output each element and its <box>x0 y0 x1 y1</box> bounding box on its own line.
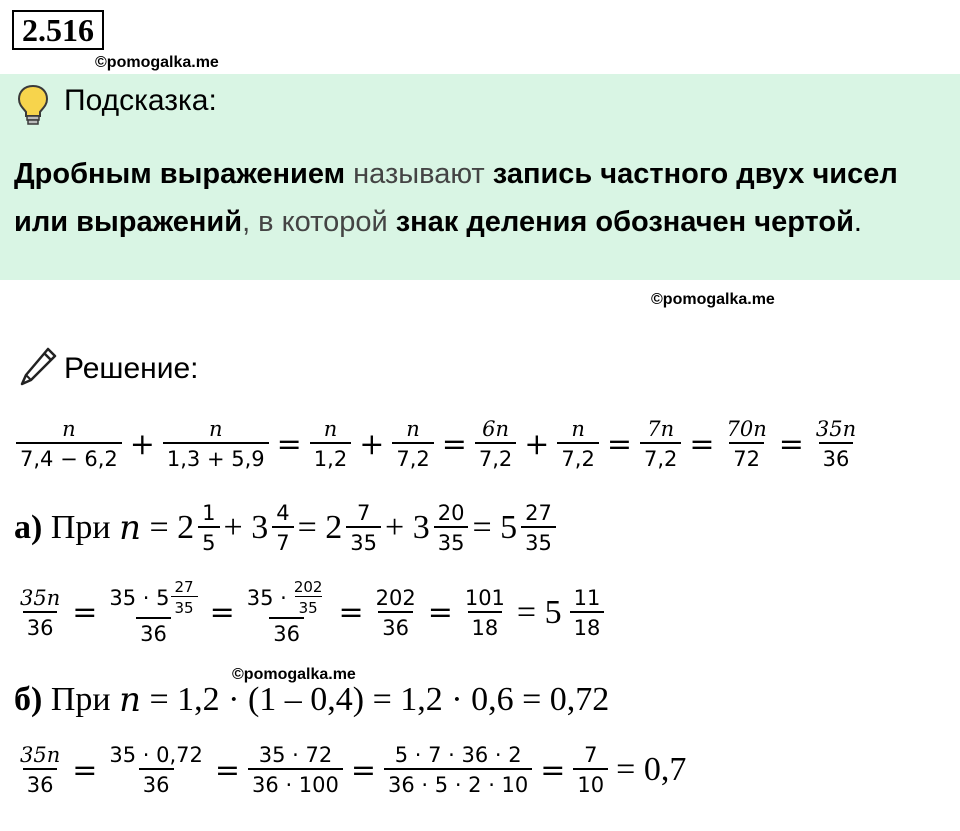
equals-sign: = <box>540 752 566 788</box>
denominator: 36 <box>23 611 58 641</box>
hint-period: . <box>853 206 862 238</box>
numerator: 101 <box>464 585 505 610</box>
denominator: 36 <box>136 617 171 647</box>
fraction <box>640 416 681 472</box>
fraction <box>163 416 269 472</box>
denominator: 36 <box>819 442 854 472</box>
denominator: 72 <box>729 442 764 472</box>
numerator: 5 · 7 · 36 · 2 <box>394 743 522 767</box>
denominator: 35 <box>171 596 198 617</box>
numerator: 35n <box>815 417 857 441</box>
denominator: 35 <box>521 526 556 556</box>
fraction <box>248 742 343 798</box>
equals-sign: = <box>689 426 715 462</box>
fraction <box>310 416 351 472</box>
equals-sign: = <box>441 426 467 462</box>
denominator: 36 · 100 <box>248 768 343 798</box>
hint-title: Подсказка: <box>64 84 217 117</box>
fraction <box>557 416 598 472</box>
watermark-top: ©pomogalka.me <box>95 54 219 71</box>
plus-sign: + <box>524 426 550 462</box>
denominator: 36 <box>23 768 58 798</box>
hint-definition: запись частного двух чисел или выражений <box>14 158 898 238</box>
plus-part: + 3 <box>223 509 269 546</box>
fraction <box>16 742 64 798</box>
numerator-part: 35 · 5 <box>109 585 170 610</box>
hint-connector-1: называют <box>345 158 493 190</box>
fraction <box>16 585 64 641</box>
numerator: 11 <box>573 585 601 610</box>
solution-title: Решение: <box>64 352 199 385</box>
fraction <box>272 500 293 556</box>
denominator: 18 <box>468 611 503 641</box>
part-b-text: При <box>50 681 111 718</box>
part-a-label: а) <box>14 509 43 546</box>
plus-sign: + <box>129 426 155 462</box>
eq-part: = 2 <box>149 509 195 546</box>
equals-sign: = <box>778 426 804 462</box>
denominator: 35 <box>434 526 469 556</box>
hint-connector-2: , в которой <box>242 206 396 238</box>
fraction <box>372 585 420 641</box>
hint-definition-end: знак деления обозначен чертой <box>395 206 854 238</box>
denominator: 35 <box>346 526 381 556</box>
denominator: 36 · 5 · 2 · 10 <box>384 768 532 798</box>
numerator: 27 <box>525 501 552 525</box>
numerator: 1 <box>202 501 216 525</box>
variable-n: n <box>119 508 141 548</box>
denominator: 18 <box>570 611 605 641</box>
numerator: n <box>323 417 338 441</box>
pencil-icon <box>18 346 58 393</box>
numerator: 20 <box>437 501 465 525</box>
eq-part: = 2 <box>297 509 343 546</box>
numerator: n <box>62 417 76 441</box>
fraction <box>812 416 860 472</box>
numerator: 27 <box>174 578 194 596</box>
numerator: 35n <box>20 743 61 767</box>
denominator: 35 <box>295 596 322 617</box>
equals-sign: = <box>350 752 377 788</box>
numerator: 70n <box>726 417 767 441</box>
numerator: 7 <box>584 743 598 767</box>
equals-sign: = <box>72 595 98 630</box>
denominator: 7,2 <box>557 442 598 472</box>
plus-part: + 3 <box>385 509 430 546</box>
equals-sign: = <box>72 752 98 788</box>
numerator: 7 <box>356 501 371 525</box>
plus-sign: + <box>359 426 385 462</box>
hint-term: Дробным выражением <box>14 158 346 190</box>
fraction <box>723 416 771 472</box>
numerator: 35n <box>20 585 61 610</box>
part-a-text: При <box>50 509 111 546</box>
fraction <box>570 585 605 641</box>
equals-sign: = <box>338 595 364 630</box>
denominator: 36 <box>269 617 304 647</box>
equals-sign: = <box>209 595 235 630</box>
denominator: 1,2 <box>310 442 351 472</box>
part-b-expression: = 1,2 · (1 – 0,4) = 1,2 · 0,6 = 0,72 <box>149 681 610 718</box>
denominator: 36 <box>139 768 174 798</box>
numerator: n <box>571 417 585 441</box>
numerator: n <box>209 417 223 441</box>
lightbulb-icon <box>16 84 50 131</box>
fraction <box>434 500 469 556</box>
fraction <box>198 500 219 556</box>
fraction <box>105 742 207 798</box>
equation-line-a2 <box>12 578 608 647</box>
numerator-part: 35 · <box>246 585 287 610</box>
equation-line-1 <box>12 416 864 472</box>
hint-text <box>14 150 954 246</box>
variable-n: n <box>119 680 141 720</box>
equals-sign: = <box>276 426 302 462</box>
fraction <box>105 578 201 647</box>
denominator: 5 <box>198 526 219 556</box>
numerator: 6n <box>482 417 510 441</box>
denominator: 7,2 <box>640 442 681 472</box>
denominator: 36 <box>378 611 413 641</box>
part-a-line <box>14 500 560 556</box>
numerator: 202 <box>293 578 323 596</box>
denominator: 7 <box>272 526 293 556</box>
fraction <box>521 500 556 556</box>
eq-part: = 5 <box>472 509 518 546</box>
eq-part: = 5 <box>516 593 562 631</box>
denominator: 7,4 − 6,2 <box>16 442 122 472</box>
numerator: n <box>406 417 420 441</box>
watermark-bottom: ©pomogalka.me <box>232 666 356 683</box>
fraction <box>573 742 608 798</box>
fraction <box>461 585 509 641</box>
equals-sign: = <box>214 752 241 788</box>
part-b-label: б) <box>14 681 43 718</box>
nested-fraction <box>290 578 327 617</box>
denominator: 1,3 + 5,9 <box>163 442 269 472</box>
fraction <box>384 742 532 798</box>
fraction <box>475 416 516 472</box>
nested-fraction <box>171 578 198 617</box>
part-b-line <box>14 680 609 720</box>
equals-sign: = <box>606 426 632 462</box>
watermark-middle: ©pomogalka.me <box>651 291 775 308</box>
denominator: 7,2 <box>475 442 516 472</box>
result: = 0,7 <box>616 751 687 788</box>
numerator: 4 <box>276 501 290 525</box>
fraction <box>243 578 331 647</box>
numerator: 35 · 72 <box>258 743 333 767</box>
denominator: 7,2 <box>392 442 433 472</box>
numerator: 35 · 0,72 <box>109 743 203 767</box>
denominator: 10 <box>573 768 608 798</box>
fraction <box>16 416 122 472</box>
equation-line-b2 <box>12 742 690 798</box>
fraction <box>392 416 433 472</box>
numerator: 7n <box>647 417 675 441</box>
equals-sign: = <box>427 595 453 630</box>
problem-number: 2.516 <box>12 10 104 50</box>
fraction <box>346 500 381 556</box>
numerator: 202 <box>375 585 416 610</box>
